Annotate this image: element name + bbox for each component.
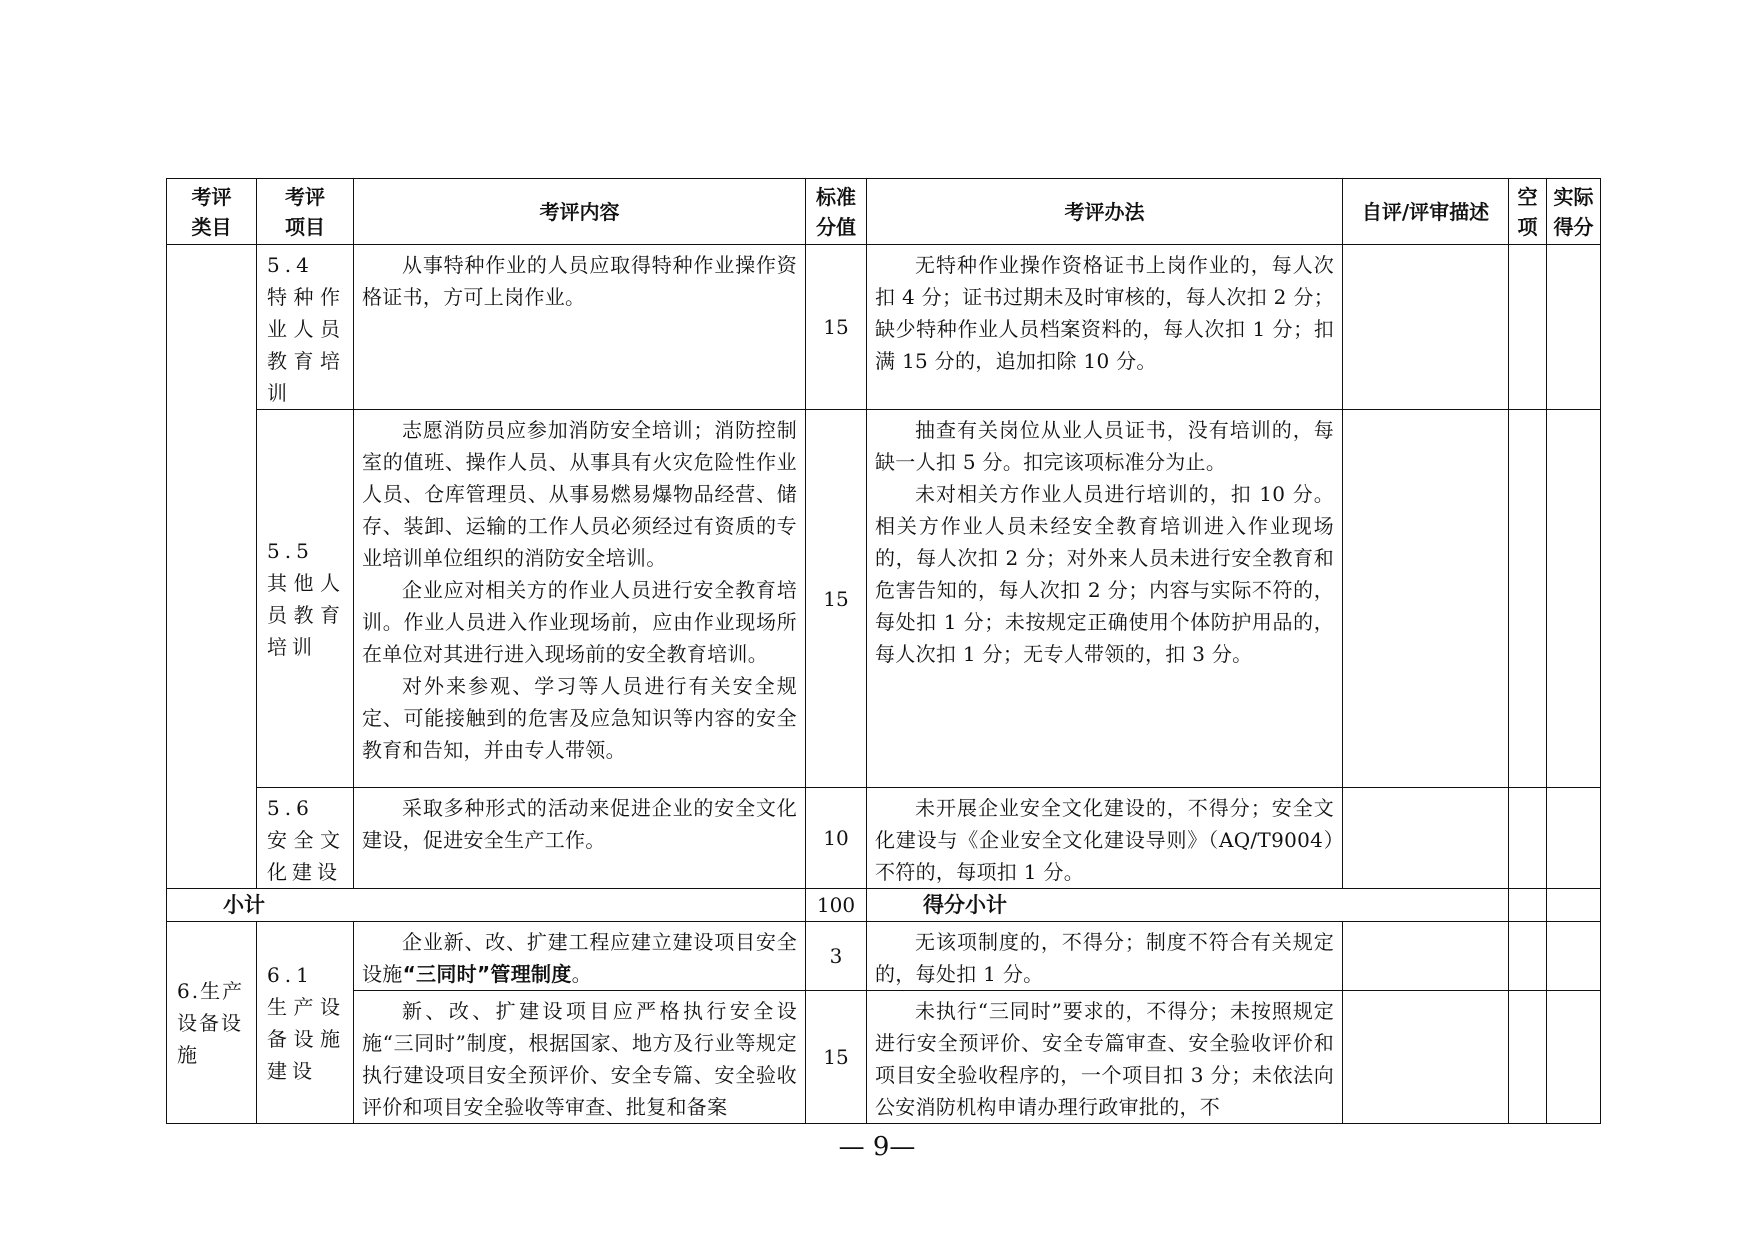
- content-paragraph: 对外来参观、学习等人员进行有关安全规定、可能接触到的危害及应急知识等内容的安全教育和告知，并由专人带领。: [362, 674, 797, 762]
- content-paragraph: [362, 926, 797, 990]
- item-cell: [257, 245, 354, 410]
- actual-score-cell[interactable]: [1547, 889, 1601, 922]
- score-value: 15: [823, 1045, 849, 1069]
- score-value: 10: [823, 826, 849, 850]
- description-cell[interactable]: [1343, 922, 1509, 991]
- evaluation-table: [166, 178, 1601, 1124]
- item-cell: [257, 410, 354, 788]
- score-cell: [806, 245, 867, 410]
- actual-score-cell[interactable]: [1547, 788, 1601, 889]
- table-row: [167, 410, 1601, 788]
- actual-score-cell[interactable]: [1547, 922, 1601, 991]
- content-cell: [354, 410, 806, 788]
- category-cell-blank: [167, 245, 257, 889]
- score-value: 3: [829, 944, 843, 968]
- content-paragraph: 志愿消防员应参加消防安全培训；消防控制室的值班、操作人员、从事具有火灾危险性作业人员、仓库管理员、从事易燃易爆物品经营、储存、装卸、运输的工作人员必须经过有资质的专业培训单位组织的消防安全培训。: [362, 418, 797, 570]
- header-score: 标准 分值: [806, 179, 867, 245]
- content-paragraph: 企业应对相关方的作业人员进行安全教育培训。作业人员进入作业现场前，应由作业现场所在单位对其进行进入现场前的安全教育培训。: [362, 578, 797, 666]
- header-actual-score: 实际 得分: [1547, 179, 1601, 245]
- content-paragraph: 从事特种作业的人员应取得特种作业操作资格证书，方可上岗作业。: [362, 253, 797, 309]
- table-row: [167, 991, 1601, 1124]
- score-cell: [806, 410, 867, 788]
- content-cell: [354, 991, 806, 1124]
- header-description: 自评/评审描述: [1343, 179, 1509, 245]
- table-row: [167, 922, 1601, 991]
- method-paragraph: 无特种作业操作资格证书上岗作业的，每人次扣 4 分；证书过期未及时审核的，每人次扣 2 分；缺少特种作业人员档案资料的，每人次扣 1 分；扣满 15 分的，追加扣除 10 分。: [875, 253, 1334, 373]
- content-cell: [354, 245, 806, 410]
- item-label: 5.5 其他人员教育培训: [267, 538, 345, 659]
- method-paragraph: 未对相关方作业人员进行培训的，扣 10 分。相关方作业人员未经安全教育培训进入作业现场的，每人次扣 2 分；对外来人员未进行安全教育和危害告知的，每人次扣 2 分；内容与实际不符的，每处扣 1 分；未按规定正确使用个体防护用品的，每人次扣 1 分；无专人带领的，扣 3 分。: [875, 482, 1334, 666]
- blank-cell[interactable]: [1509, 991, 1547, 1124]
- method-cell: [867, 788, 1343, 889]
- blank-cell[interactable]: [1509, 922, 1547, 991]
- header-row: [167, 179, 1601, 245]
- header-content: 考评内容: [354, 179, 806, 245]
- content-bold-text: “三同时”管理制度: [402, 962, 572, 986]
- item-label: 6.1 生产设备设施建设: [267, 962, 345, 1083]
- method-cell: [867, 410, 1343, 788]
- page-number: — 9—: [838, 1132, 916, 1162]
- content-paragraph: 新、改、扩建设项目应严格执行安全设施“三同时”制度，根据国家、地方及行业等规定执行建设项目安全预评价、安全专篇、安全验收评价和项目安全验收等审查、批复和备案: [362, 999, 797, 1119]
- category-cell: [167, 922, 257, 1124]
- description-cell[interactable]: [1343, 991, 1509, 1124]
- content-cell: [354, 922, 806, 991]
- blank-cell[interactable]: [1509, 889, 1547, 922]
- blank-cell[interactable]: [1509, 788, 1547, 889]
- subtotal-score: [806, 889, 867, 922]
- content-paragraph: 采取多种形式的活动来促进企业的安全文化建设，促进安全生产工作。: [362, 796, 797, 852]
- actual-score-cell[interactable]: [1547, 245, 1601, 410]
- blank-cell[interactable]: [1509, 410, 1547, 788]
- content-cell: [354, 788, 806, 889]
- method-cell: [867, 922, 1343, 991]
- actual-score-cell[interactable]: [1547, 410, 1601, 788]
- subtotal-method-label: 得分小计: [867, 889, 1509, 922]
- table-row: [167, 788, 1601, 889]
- blank-cell[interactable]: [1509, 245, 1547, 410]
- method-paragraph: 未执行“三同时”要求的，不得分；未按照规定进行安全预评价、安全专篇审查、安全验收评价和项目安全验收程序的，一个项目扣 3 分；未依法向公安消防机构申请办理行政审批的，不: [875, 999, 1334, 1119]
- score-cell: [806, 991, 867, 1124]
- description-cell[interactable]: [1343, 245, 1509, 410]
- content-text-end: 。: [571, 962, 592, 986]
- content-text: 企业新、改、扩建工程应建立建设项目安全设施: [362, 930, 797, 986]
- subtotal-score-value: 100: [816, 893, 856, 917]
- item-label: 5.4 特种作业人员教育培训: [267, 253, 345, 405]
- subtotal-label: 小计: [167, 889, 806, 922]
- score-value: 15: [823, 315, 849, 339]
- header-item: 考评 项目: [257, 179, 354, 245]
- method-cell: [867, 991, 1343, 1124]
- item-cell: [257, 788, 354, 889]
- score-value: 15: [823, 586, 849, 611]
- method-cell: [867, 245, 1343, 410]
- subtotal-row: [167, 889, 1601, 922]
- description-cell[interactable]: [1343, 410, 1509, 788]
- actual-score-cell[interactable]: [1547, 991, 1601, 1124]
- score-cell: [806, 922, 867, 991]
- description-cell[interactable]: [1343, 788, 1509, 889]
- score-cell: [806, 788, 867, 889]
- category-label: 6.生产设备设施: [177, 978, 245, 1067]
- header-category: 考评 类目: [167, 179, 257, 245]
- table-row: [167, 245, 1601, 410]
- item-cell: [257, 922, 354, 1124]
- method-paragraph: 抽查有关岗位从业人员证书，没有培训的，每缺一人扣 5 分。扣完该项标准分为止。: [875, 418, 1334, 474]
- item-label: 5.6 安全文化建设: [267, 796, 345, 884]
- method-paragraph: 无该项制度的，不得分；制度不符合有关规定的，每处扣 1 分。: [875, 930, 1334, 986]
- method-paragraph: 未开展企业安全文化建设的，不得分；安全文化建设与《企业安全文化建设导则》（AQ/T9004）不符的，每项扣 1 分。: [875, 796, 1334, 884]
- header-method: 考评办法: [867, 179, 1343, 245]
- header-blank: 空 项: [1509, 179, 1547, 245]
